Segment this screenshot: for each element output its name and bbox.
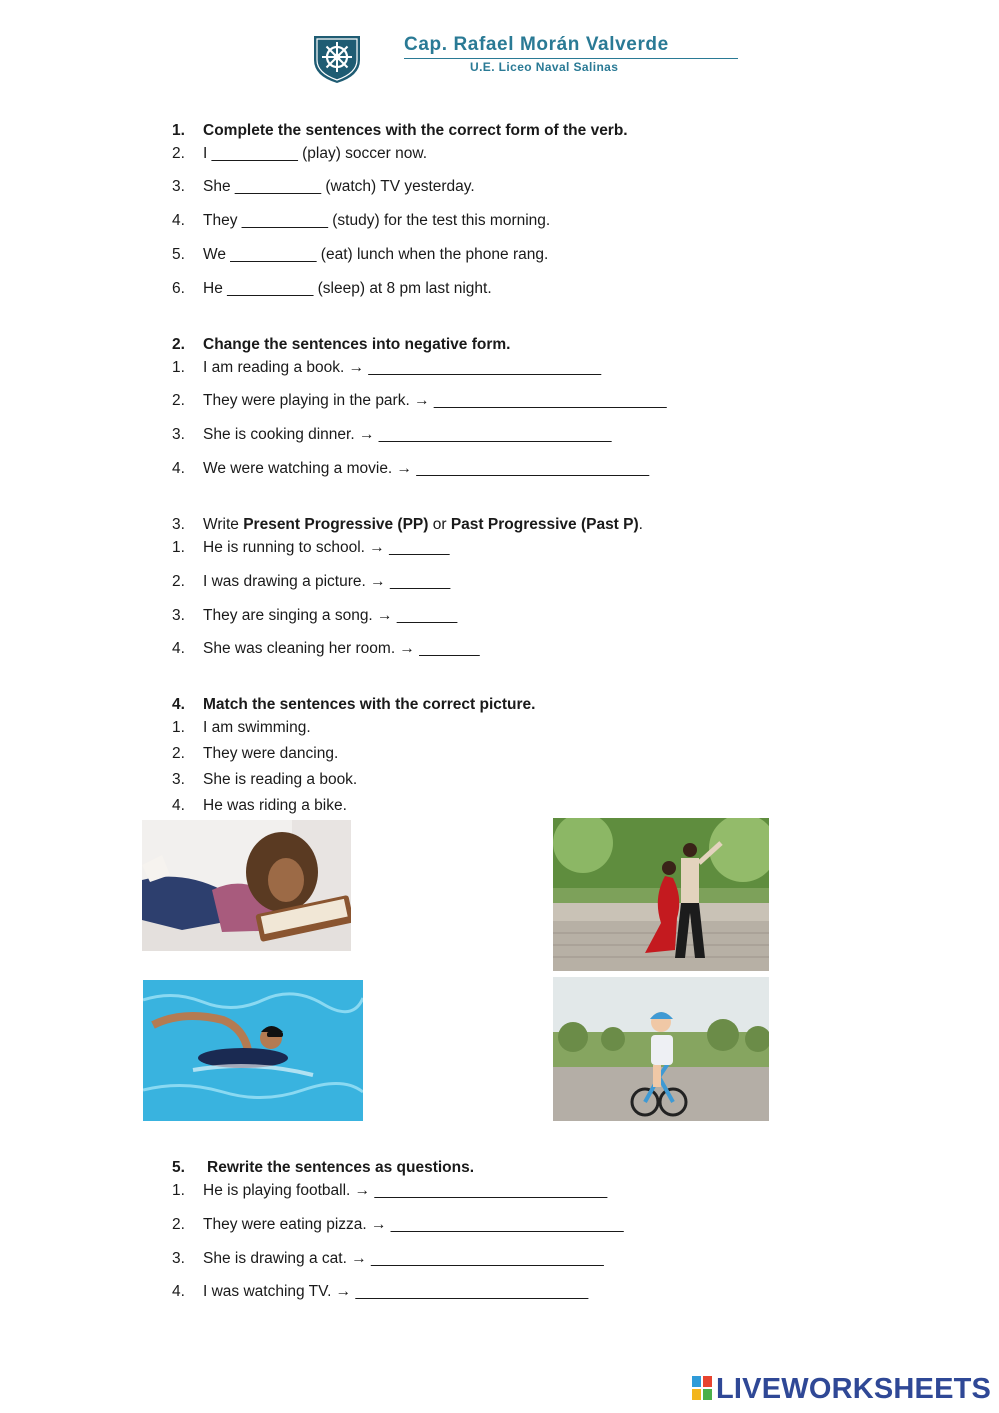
- item-number: 5.: [172, 246, 185, 263]
- exercise-item: I was watching TV. → ___________________________: [203, 1283, 589, 1300]
- exercise-item: They were dancing.: [203, 745, 339, 762]
- exercise-item: He __________ (sleep) at 8 pm last night.: [203, 280, 492, 297]
- title-bold-pp: Present Progressive (PP): [243, 516, 429, 533]
- title-mid: or: [428, 516, 451, 533]
- exercise-item: We were watching a movie. → ___________________________: [203, 460, 650, 477]
- naval-wheel-shield-icon: [310, 30, 364, 84]
- exercise-item: She is reading a book.: [203, 771, 358, 788]
- section-number: 4.: [172, 696, 185, 713]
- exercise-item: I was drawing a picture. → _______: [203, 573, 451, 590]
- item-number: 1.: [172, 1182, 185, 1199]
- item-number: 4.: [172, 797, 185, 814]
- exercise-item: They are singing a song. → _______: [203, 607, 458, 624]
- item-number: 3.: [172, 1250, 185, 1267]
- section-title: Change the sentences into negative form.: [203, 336, 511, 353]
- section-title: Complete the sentences with the correct form of the verb.: [203, 122, 628, 139]
- exercise-item: He is running to school. → _______: [203, 539, 450, 556]
- exercise-item: I __________ (play) soccer now.: [203, 145, 428, 162]
- section-number: 2.: [172, 336, 185, 353]
- item-number: 2.: [172, 145, 185, 162]
- section-title: Match the sentences with the correct picture.: [203, 696, 536, 713]
- liveworksheets-badge-icon: [692, 1376, 712, 1400]
- swimming-woman-picture[interactable]: [143, 980, 363, 1121]
- exercise-item: We __________ (eat) lunch when the phone rang.: [203, 246, 549, 263]
- exercise-item: She is drawing a cat. → ___________________________: [203, 1250, 604, 1267]
- exercise-item: He is playing football. → ___________________________: [203, 1182, 608, 1199]
- item-number: 3.: [172, 426, 185, 443]
- exercise-item: He was riding a bike.: [203, 797, 347, 814]
- item-number: 1.: [172, 359, 185, 376]
- title-prefix: Write: [203, 516, 244, 533]
- title-suffix: .: [638, 516, 643, 533]
- school-name: Cap. Rafael Morán Valverde: [404, 34, 669, 55]
- bike-riding-boy-picture[interactable]: [553, 977, 769, 1121]
- section-title: [203, 515, 643, 535]
- item-number: 2.: [172, 392, 185, 409]
- item-number: 4.: [172, 640, 185, 657]
- exercise-item: I am reading a book. → ___________________________: [203, 359, 602, 376]
- section-number: 5.: [172, 1159, 185, 1176]
- dancing-couple-picture[interactable]: [553, 818, 769, 971]
- item-number: 1.: [172, 719, 185, 736]
- header-divider: [404, 58, 738, 59]
- item-number: 4.: [172, 212, 185, 229]
- item-number: 1.: [172, 539, 185, 556]
- section-title: Rewrite the sentences as questions.: [207, 1159, 475, 1176]
- item-number: 3.: [172, 607, 185, 624]
- item-number: 4.: [172, 460, 185, 477]
- item-number: 3.: [172, 178, 185, 195]
- item-number: 2.: [172, 745, 185, 762]
- exercise-item: I am swimming.: [203, 719, 311, 736]
- exercise-item: She is cooking dinner. → ___________________________: [203, 426, 612, 443]
- item-number: 2.: [172, 573, 185, 590]
- exercise-item: She __________ (watch) TV yesterday.: [203, 178, 475, 195]
- item-number: 6.: [172, 280, 185, 297]
- school-subtitle: U.E. Liceo Naval Salinas: [470, 60, 619, 74]
- section-number: 1.: [172, 122, 185, 139]
- section-number: 3.: [172, 516, 185, 533]
- liveworksheets-logo[interactable]: LIVEWORKSHEETS: [716, 1373, 992, 1405]
- item-number: 3.: [172, 771, 185, 788]
- title-bold-pastp: Past Progressive (Past P): [450, 516, 639, 533]
- item-number: 2.: [172, 1216, 185, 1233]
- item-number: 4.: [172, 1283, 185, 1300]
- exercise-item: They __________ (study) for the test this morning.: [203, 212, 551, 229]
- exercise-item: She was cleaning her room. → _______: [203, 640, 480, 657]
- exercise-item: They were playing in the park. → ___________________________: [203, 392, 667, 409]
- reading-girl-picture[interactable]: [142, 820, 351, 951]
- exercise-item: They were eating pizza. → ___________________________: [203, 1216, 624, 1233]
